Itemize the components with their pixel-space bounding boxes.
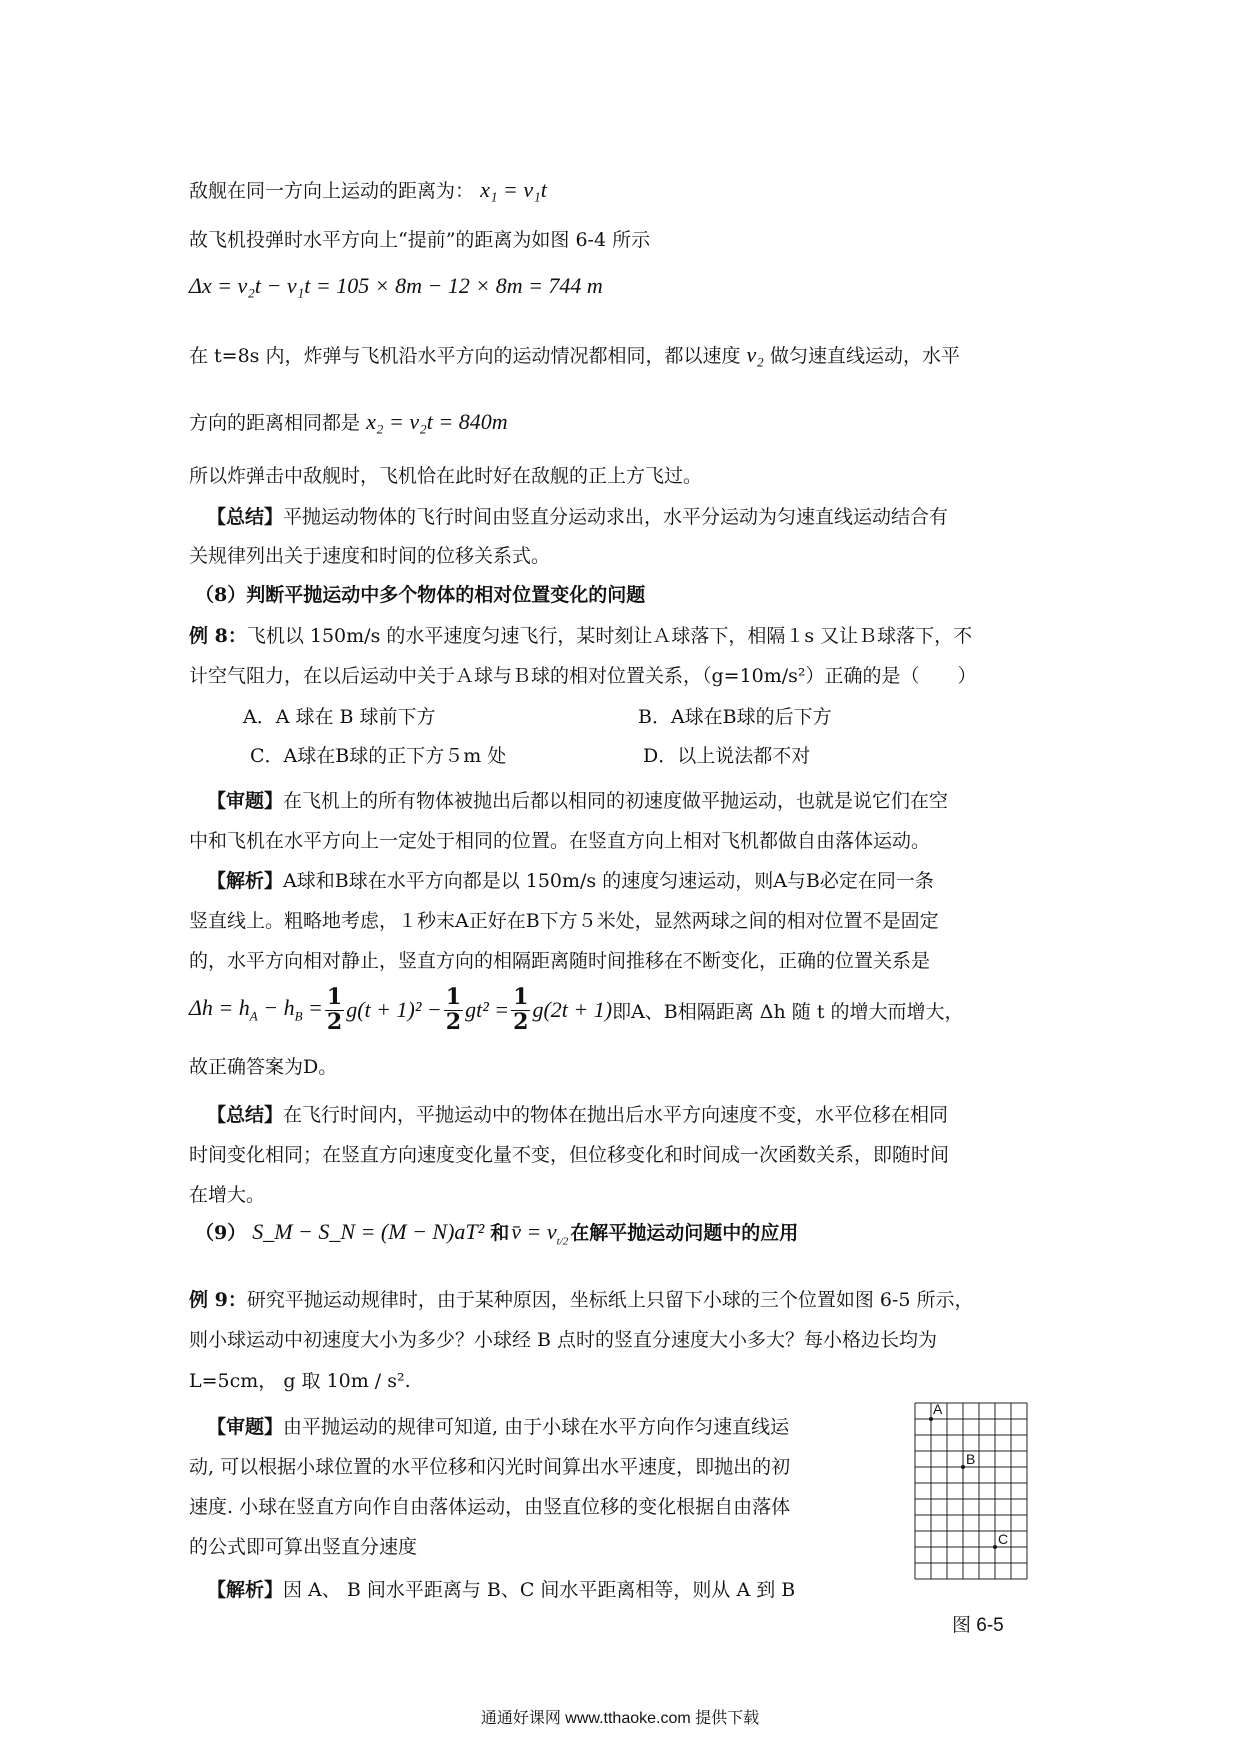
text-line: 在 t=8s 内，炸弹与飞机沿水平方向的运动情况都相同，都以速度 v₂ 做匀速直线运动，水平 (189, 342, 961, 367)
point-a-dot (929, 1417, 933, 1421)
point-a-label: A (933, 1401, 943, 1417)
equation: Δx = v₂t − v₁t = 105 × 8m − 12 × 8m = 744 m (189, 273, 603, 298)
option-b: B．A球在B球的后下方 (638, 706, 832, 728)
figure-6-5 (913, 1401, 1033, 1586)
review-tag: 【审题】 (207, 790, 284, 812)
grid-diagram (913, 1401, 1033, 1581)
point-b-dot (961, 1465, 965, 1469)
summary-paragraph: 【总结】在飞行时间内，平抛运动中的物体在抛出后水平方向速度不变，水平位移在相同 (207, 1104, 949, 1126)
review-tag: 【审题】 (207, 1416, 284, 1438)
summary-paragraph: 【总结】平抛运动物体的飞行时间由竖直分运动求出，水平分运动为匀速直线运动结合有 (207, 506, 949, 528)
text-line: 关规律列出关于速度和时间的位移关系式。 (189, 545, 551, 567)
text-line: 所以炸弹击中敌舰时，飞机恰在此时好在敌舰的正上方飞过。 (189, 465, 703, 487)
equation-line: $\Delta h = h_A - h_B$ = $\frac{1}{2}$ g(t + 1)² − $\frac{1}{2}$ gt² = $\frac{1}{2}$ g(2t + 1) 即A、B相隔距离 Δh 随 t 的增大而增大， (189, 984, 964, 1035)
equation: S_M − S_N = (M − N)aT² (252, 1219, 485, 1244)
option-c: C．A球在B球的正下方５m 处 (250, 745, 507, 767)
example-paragraph: 例 9：研究平抛运动规律时，由于某种原因，坐标纸上只留下小球的三个位置如图 6-5 所示， (189, 1289, 974, 1311)
analysis-paragraph: 【解析】A球和B球在水平方向都是以 150m/s 的速度匀速运动，则A与B必定在同一条 (207, 870, 934, 892)
text-line: 在增大。 (189, 1184, 266, 1206)
text-line: L=5cm， g 取 10m / s². (189, 1370, 411, 1392)
text-line: 计空气阻力，在以后运动中关于Ａ球与Ｂ球的相对位置关系，（g=10m/s²）正确的是（ ） (189, 665, 977, 687)
text-line: 时间变化相同；在竖直方向速度变化量不变，但位移变化和时间成一次函数关系，即随时间 (189, 1144, 950, 1166)
option-a: A．A 球在 B 球前下方 (243, 706, 436, 728)
analysis-tag: 【解析】 (207, 1579, 284, 1601)
text-line: 的公式即可算出竖直分速度 (189, 1536, 418, 1558)
example-tag: 例 8： (189, 625, 247, 647)
analysis-paragraph: 【解析】因 A、 B 间水平距离与 B、C 间水平距离相等，则从 A 到 B (207, 1579, 796, 1601)
fraction-half: $\frac{1}{2}$ (326, 984, 343, 1035)
fraction-half: $\frac{1}{2}$ (445, 984, 462, 1035)
review-paragraph: 【审题】由平抛运动的规律可知道, 由于小球在水平方向作匀速直线运 (207, 1416, 790, 1438)
equation: v₂ (746, 342, 764, 367)
text-line: 故飞机投弹时水平方向上“提前”的距离为如图 6-4 所示 (189, 229, 651, 251)
summary-tag: 【总结】 (207, 506, 284, 528)
summary-tag: 【总结】 (207, 1104, 284, 1126)
point-c-label: C (998, 1531, 1009, 1547)
analysis-tag: 【解析】 (207, 870, 284, 892)
text-line: 的，水平方向相对静止，竖直方向的相隔距离随时间推移在不断变化，正确的位置关系是 (189, 950, 931, 972)
review-paragraph: 【审题】在飞机上的所有物体被抛出后都以相同的初速度做平抛运动，也就是说它们在空 (207, 790, 949, 812)
page-footer: 通通好课网 www.tthaoke.com 提供下载 (480, 1710, 760, 1727)
text-line: 速度. 小球在竖直方向作自由落体运动，由竖直位移的变化根据自由落体 (189, 1496, 791, 1518)
text-line: 动, 可以根据小球位置的水平位移和闪光时间算出水平速度，即抛出的初 (189, 1456, 791, 1478)
text-line: 中和飞机在水平方向上一定处于相同的位置。在竖直方向上相对飞机都做自由落体运动。 (189, 830, 931, 852)
text-line: 方向的距离相同都是 x₂ = v₂t = 840m (189, 409, 508, 434)
example-paragraph: 例 8：飞机以 150m/s 的水平速度匀速飞行，某时刻让Ａ球落下，相隔１s 又让Ｂ球落下，不 (189, 625, 973, 647)
point-b-label: B (966, 1451, 976, 1467)
text-line: 敌舰在同一方向上运动的距离为： x₁ = v₁t (189, 177, 547, 202)
section-heading: （9） S_M − S_N = (M − N)aT² 和 v̄ = $v_{t/2}$ 在解平抛运动问题中的应用 (195, 1219, 799, 1248)
equation: x₂ = v₂t = 840m (366, 409, 508, 434)
text-line: 则小球运动中初速度大小为多少？小球经 B 点时的竖直分速度大小多大？每小格边长均为 (189, 1329, 938, 1351)
equation: $\Delta h = h_A - h_B$ = (189, 995, 323, 1024)
option-d: D．以上说法都不对 (643, 745, 811, 767)
fraction-half: $\frac{1}{2}$ (513, 984, 529, 1035)
equation: v̄ = $v_{t/2}$ (511, 1219, 569, 1248)
section-heading: （8）判断平抛运动中多个物体的相对位置变化的问题 (195, 584, 646, 606)
point-c-dot (993, 1545, 997, 1549)
text-line: 故正确答案为D。 (189, 1056, 338, 1078)
text-line: 竖直线上。粗略地考虑，１秒末A正好在B下方５米处，显然两球之间的相对位置不是固定 (189, 910, 939, 932)
figure-caption: 图 6-5 (952, 1615, 1004, 1636)
example-tag: 例 9： (189, 1289, 247, 1311)
equation: x₁ = v₁t (480, 177, 547, 202)
